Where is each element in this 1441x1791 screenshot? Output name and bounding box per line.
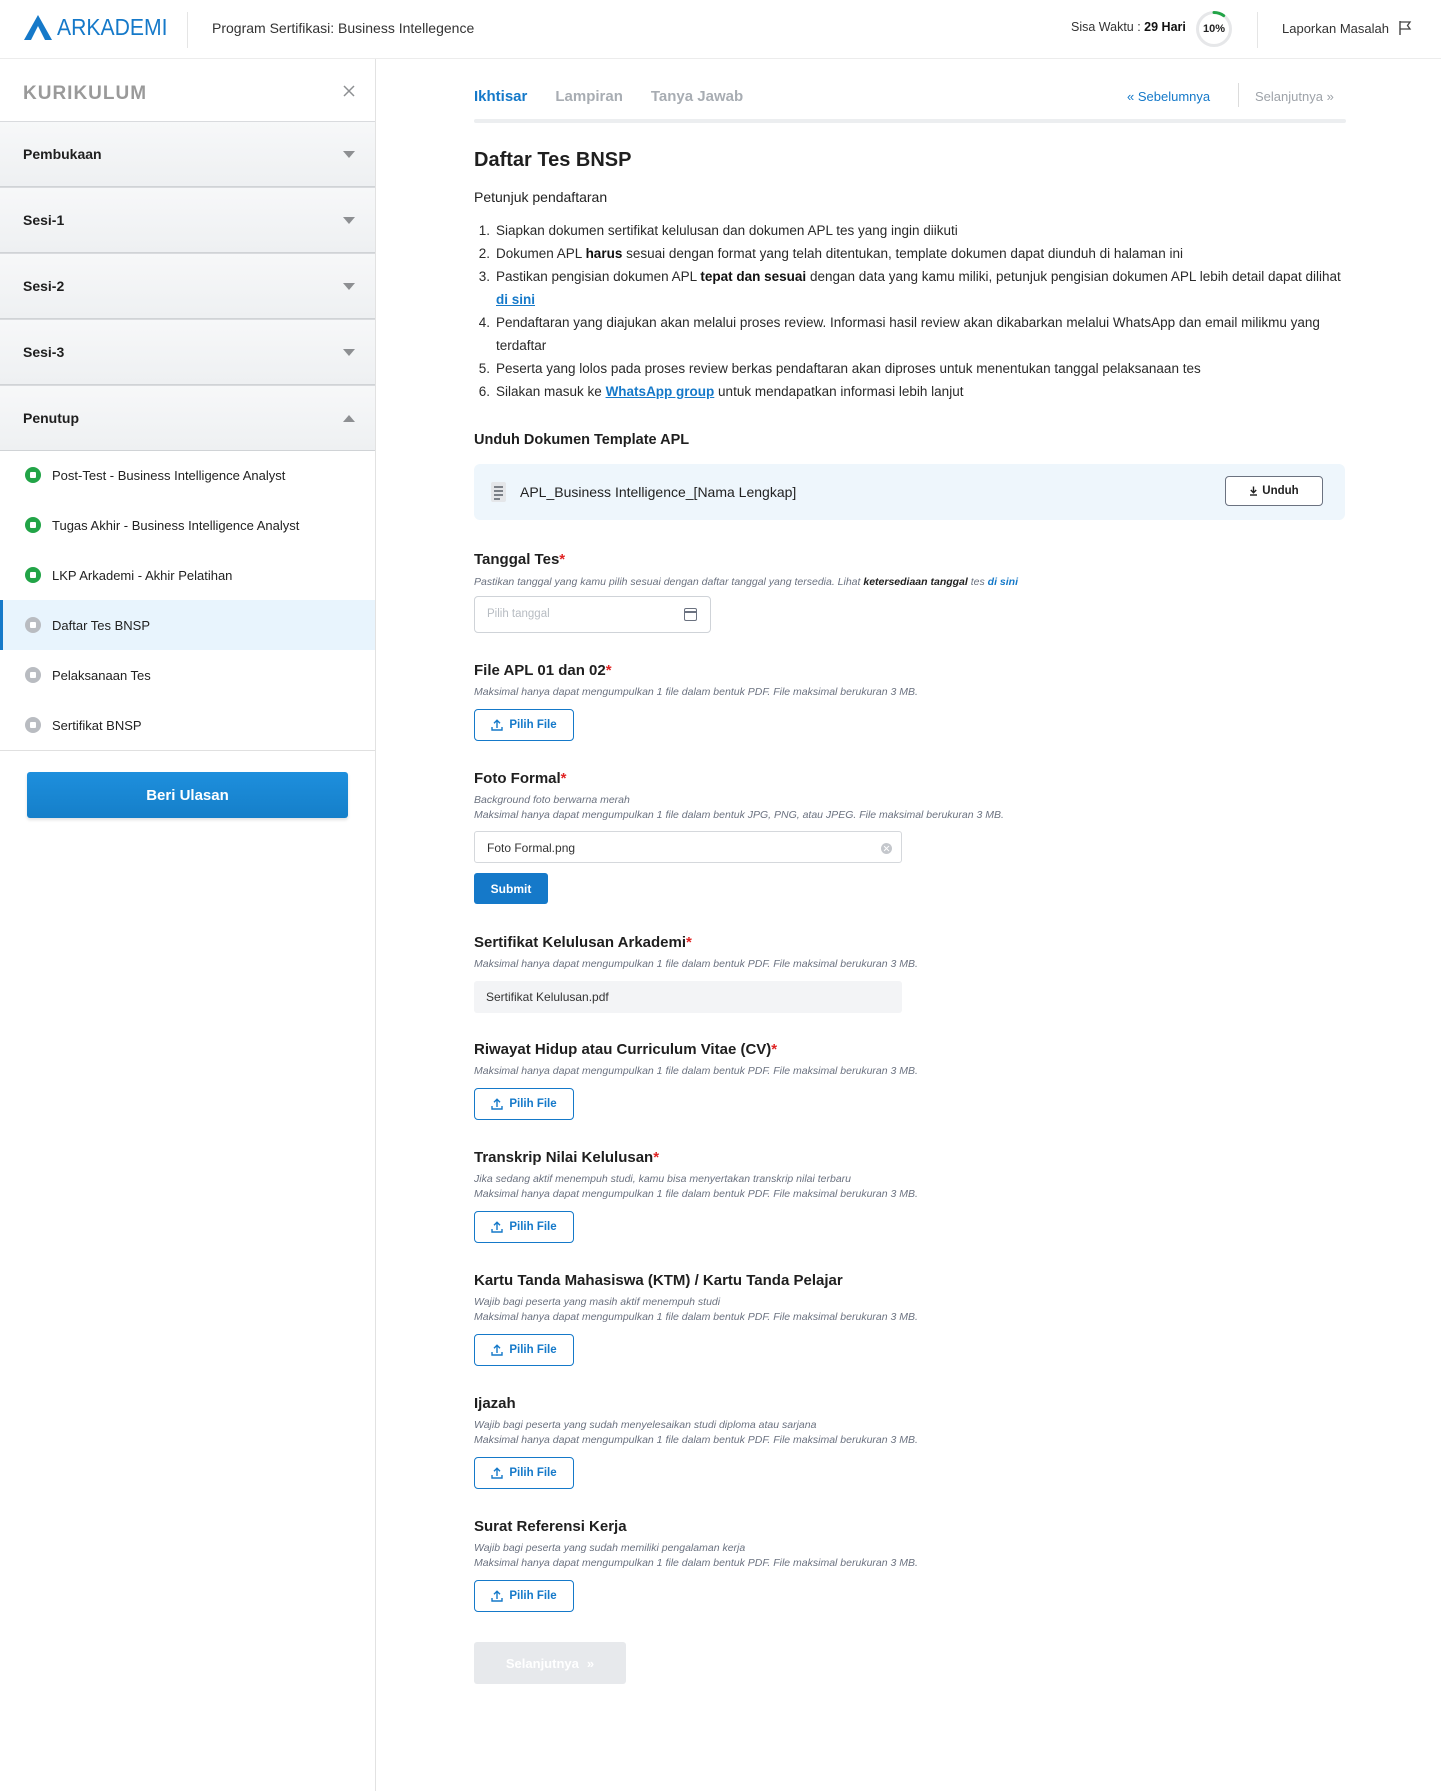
lesson-label: Post-Test - Business Intelligence Analyst — [52, 467, 286, 483]
lesson-label: LKP Arkademi - Akhir Pelatihan — [52, 567, 233, 583]
pending-status-icon — [25, 617, 41, 633]
list-item: 3. Pastikan pengisian dokumen APL tepat dan sesuai dengan data yang kamu miliki, petunjuk pengisian dokumen APL lebih detail dapat dilihat di sini — [478, 269, 1341, 307]
curriculum-sidebar — [0, 59, 376, 1791]
previous-label: Sebelumnya — [1137, 89, 1211, 104]
chevron-down-icon — [343, 349, 355, 356]
completed-status-icon — [25, 567, 41, 583]
chevron-down-icon — [343, 217, 355, 224]
upload-icon — [491, 1098, 503, 1110]
template-download-box — [474, 464, 1345, 520]
lesson-label: Pelaksanaan Tes — [52, 667, 151, 683]
ijazah-choose-file-button[interactable]: Pilih File — [474, 1457, 574, 1489]
section-label: Sesi-3 — [23, 344, 65, 360]
report-label: Laporkan Masalah — [1282, 20, 1389, 36]
cv-help: Maksimal hanya dapat mengumpulkan 1 file dalam bentuk PDF. File maksimal berukuran 3 MB. — [474, 1065, 918, 1077]
template-heading: Unduh Dokumen Template APL — [474, 432, 690, 448]
completed-status-icon — [25, 467, 41, 483]
section-label: Pembukaan — [23, 146, 102, 162]
apl-file-help: Maksimal hanya dapat mengumpulkan 1 file dalam bentuk PDF. File maksimal berukuran 3 MB. — [474, 686, 918, 698]
timer-prefix: Sisa Waktu : — [1071, 20, 1145, 34]
transkrip-label: Transkrip Nilai Kelulusan* — [474, 1149, 660, 1166]
sidebar-divider — [0, 750, 375, 751]
progress-percent: 10% — [1202, 23, 1226, 35]
date-placeholder: Pilih tanggal — [487, 608, 550, 620]
upload-icon — [491, 1344, 503, 1356]
submit-button[interactable]: Submit — [474, 873, 548, 904]
lesson-daftar-tes-bnsp[interactable] — [0, 600, 375, 650]
upload-icon — [491, 1221, 503, 1233]
lesson-label: Tugas Akhir - Business Intelligence Analyst — [52, 517, 300, 533]
list-item: 4. Pendaftaran yang diajukan akan melalui proses review. Informasi hasil review akan dikabarkan melalui WhatsApp dan email milikmu yang terdaftar — [478, 315, 1320, 353]
upload-icon — [491, 719, 503, 731]
sertifikat-help: Maksimal hanya dapat mengumpulkan 1 file dalam bentuk PDF. File maksimal berukuran 3 MB. — [474, 958, 918, 970]
lesson-label: Sertifikat BNSP — [52, 717, 142, 733]
transkrip-choose-file-button[interactable]: Pilih File — [474, 1211, 574, 1243]
tab-tanya-jawab[interactable]: Tanya Jawab — [650, 88, 744, 105]
instructions-list — [474, 219, 1354, 403]
double-chevron-right-icon: » — [586, 1655, 595, 1671]
arkademi-logo-icon — [23, 14, 53, 41]
sertifikat-label: Sertifikat Kelulusan Arkademi* — [474, 934, 692, 951]
ijazah-label: Ijazah — [474, 1395, 516, 1412]
sertifikat-file — [474, 981, 902, 1013]
ktm-help: Wajib bagi peserta yang masih aktif menempuh studi Maksimal hanya dapat mengumpulkan 1 file dalam bentuk PDF. File maksimal berukuran 3 MB. — [474, 1296, 918, 1323]
sidebar-section-pembukaan[interactable] — [0, 121, 375, 187]
header-divider — [187, 12, 188, 48]
clear-icon[interactable] — [881, 843, 892, 854]
previous-lesson-link[interactable] — [1127, 89, 1210, 104]
give-review-button[interactable]: Beri Ulasan — [27, 772, 348, 818]
foto-formal-label: Foto Formal* — [474, 770, 567, 787]
sertifikat-file-name: Sertifikat Kelulusan.pdf — [486, 990, 609, 1004]
download-button[interactable] — [1225, 476, 1323, 506]
sidebar-section-sesi-2[interactable] — [0, 253, 375, 319]
list-item: 1. Siapkan dokumen sertifikat kelulusan dan dokumen APL tes yang ingin diikuti — [478, 223, 958, 238]
template-file-name: APL_Business Intelligence_[Nama Lengkap] — [520, 484, 797, 500]
document-icon — [491, 482, 506, 502]
instructions-heading: Petunjuk pendaftaran — [474, 189, 608, 205]
download-label: Unduh — [1262, 485, 1299, 497]
report-issue-link[interactable] — [1282, 20, 1412, 36]
top-header — [0, 0, 1441, 59]
program-title: Program Sertifikasi: Business Intellegence — [212, 20, 475, 36]
chevron-down-icon — [343, 283, 355, 290]
whatsapp-group-link[interactable]: WhatsApp group — [605, 384, 715, 399]
pending-status-icon — [25, 667, 41, 683]
download-icon — [1249, 486, 1258, 496]
transkrip-help: Jika sedang aktif menempuh studi, kamu bisa menyertakan transkrip nilai terbaru Maksimal hanya dapat mengumpulkan 1 file dalam bentuk PDF. File maksimal berukuran 3 MB. — [474, 1173, 918, 1200]
ijazah-help: Wajib bagi peserta yang sudah menyelesaikan studi diploma atau sarjana Maksimal hanya dapat mengumpulkan 1 file dalam bentuk PDF. File maksimal berukuran 3 MB. — [474, 1419, 918, 1446]
ktm-choose-file-button[interactable]: Pilih File — [474, 1334, 574, 1366]
lesson-tugas-akhir[interactable] — [0, 500, 375, 550]
lesson-post-test[interactable] — [0, 450, 375, 500]
apl-choose-file-button[interactable]: Pilih File — [474, 709, 574, 741]
chevron-up-icon — [343, 415, 355, 422]
calendar-icon — [684, 608, 697, 621]
chevron-down-icon — [343, 151, 355, 158]
close-icon[interactable] — [342, 84, 356, 98]
flag-icon — [1398, 20, 1412, 36]
sidebar-section-sesi-1[interactable] — [0, 187, 375, 253]
page-title: Daftar Tes BNSP — [474, 149, 632, 171]
sidebar-section-penutup[interactable] — [0, 385, 375, 451]
referensi-label: Surat Referensi Kerja — [474, 1518, 627, 1535]
next-step-label: Selanjutnya — [505, 1655, 579, 1671]
list-item: 6. Silakan masuk ke WhatsApp group untuk mendapatkan informasi lebih lanjut — [478, 384, 964, 399]
nav-divider — [1238, 83, 1239, 107]
next-lesson-link[interactable] — [1255, 89, 1334, 104]
upload-icon — [491, 1467, 503, 1479]
foto-file-name: Foto Formal.png — [487, 841, 576, 855]
tab-lampiran[interactable]: Lampiran — [555, 88, 623, 105]
pending-status-icon — [25, 717, 41, 733]
lesson-sertifikat-bnsp[interactable] — [0, 700, 375, 750]
referensi-help: Wajib bagi peserta yang sudah memiliki pengalaman kerja Maksimal hanya dapat mengumpulkan 1 file dalam bentuk PDF. File maksimal berukuran 3 MB. — [474, 1542, 918, 1569]
section-label: Penutup — [23, 410, 79, 426]
ktm-label: Kartu Tanda Mahasiswa (KTM) / Kartu Tanda Pelajar — [474, 1272, 843, 1289]
date-picker-input[interactable] — [474, 596, 711, 633]
list-item: 5. Peserta yang lolos pada proses review berkas pendaftaran akan diproses untuk menentukan tanggal pelaksanaan tes — [478, 361, 1201, 376]
foto-formal-file[interactable] — [474, 831, 902, 863]
lesson-pelaksanaan-tes[interactable] — [0, 650, 375, 700]
next-step-button[interactable] — [474, 1642, 626, 1684]
tabs-underline — [474, 119, 1346, 123]
apl-guide-link[interactable]: di sini — [496, 292, 536, 307]
section-label: Sesi-1 — [23, 212, 65, 228]
completed-status-icon — [25, 517, 41, 533]
referensi-choose-file-button[interactable]: Pilih File — [474, 1580, 574, 1612]
apl-file-label: File APL 01 dan 02* — [474, 662, 612, 679]
sidebar-title: KURIKULUM — [23, 83, 148, 104]
foto-formal-help: Background foto berwarna merah Maksimal hanya dapat mengumpulkan 1 file dalam bentuk JPG, PNG, atau JPEG. File maksimal berukuran 3 MB. — [474, 794, 1004, 821]
arkademi-logo[interactable] — [23, 14, 177, 41]
list-item: 2. Dokumen APL harus sesuai dengan format yang telah ditentukan, template dokumen dapat diunduh di halaman ini — [478, 246, 1183, 261]
double-chevron-left-icon: « — [1127, 89, 1135, 104]
brand-name: ARKADEMI — [57, 14, 168, 40]
tab-ikhtisar[interactable]: Ikhtisar — [474, 88, 528, 105]
double-chevron-right-icon: » — [1326, 89, 1334, 104]
sidebar-section-sesi-3[interactable] — [0, 319, 375, 385]
cv-label: Riwayat Hidup atau Curriculum Vitae (CV)* — [474, 1041, 778, 1058]
tanggal-tes-label: Tanggal Tes* — [474, 551, 566, 568]
cv-choose-file-button[interactable]: Pilih File — [474, 1088, 574, 1120]
upload-icon — [491, 1590, 503, 1602]
content-tabs — [474, 88, 743, 105]
remaining-time — [1071, 20, 1186, 34]
lesson-lkp-arkademi[interactable] — [0, 550, 375, 600]
timer-value: 29 Hari — [1144, 20, 1186, 34]
next-label: Selanjutnya — [1255, 89, 1323, 104]
header-divider — [1257, 12, 1258, 48]
date-availability-link[interactable]: di sini — [987, 576, 1019, 588]
tanggal-tes-help: Pastikan tanggal yang kamu pilih sesuai dengan daftar tanggal yang tersedia. Lihat ketersediaan tanggal tes di sini — [474, 576, 1019, 588]
section-label: Sesi-2 — [23, 278, 65, 294]
lesson-label: Daftar Tes BNSP — [52, 617, 151, 633]
